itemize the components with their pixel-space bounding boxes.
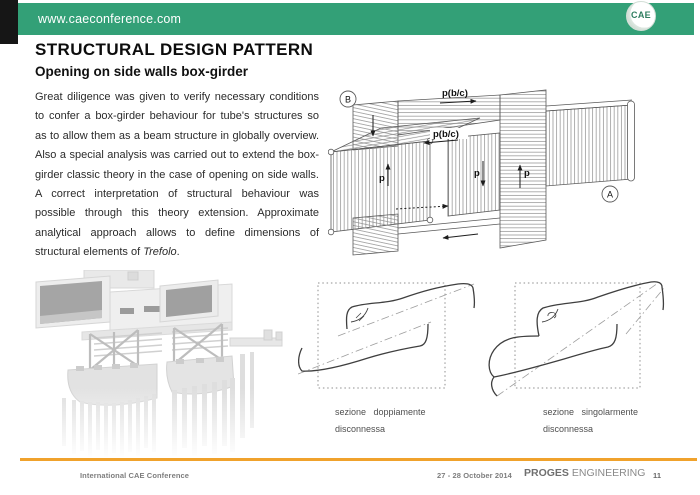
caption-left-line1: sezione doppiamente [335,407,426,417]
body-text-main: Great diligence was given to verify necessary conditions to confer a box-girder behaviour for tube's structures so as to allow them as a beam structure in globally overview. Also a special analysis was carried out to extend the box-girder classic theory in the case of opening on side walls. A correct interpretation of structural behaviour was possible through this theory extension. Approximate analytical approach allows to define dimensions of structural elements of [35,91,319,259]
header-black-strip [0,0,18,44]
body-text-end: . [176,246,180,259]
sketch-doubly-disconnected [298,274,483,402]
body-paragraph [35,88,319,263]
cae-logo-icon [626,1,656,31]
section-label-b: B [344,94,352,105]
section-label-a: A [606,189,614,200]
caption-right-line2: disconnessa [543,424,594,434]
conference-url: www.caeconference.com [38,12,182,26]
arrow-bottom-left [443,234,478,238]
footer-brand-rest: ENGINEERING [568,467,646,479]
cae-logo-text: CAE [631,10,651,20]
caption-left [335,404,426,438]
page-subtitle: Opening on side walls box-girder [35,64,249,79]
caption-right [543,404,638,438]
p-label-1: p [379,173,385,184]
footer-divider [20,458,697,461]
sketch-singly-disconnected [486,274,686,402]
p-label-3: p [524,168,530,179]
p-label-2: p [474,168,480,179]
footer-conference: International CAE Conference [80,471,190,480]
load-label-top: p(b/c) [442,88,468,99]
footer-brand [524,467,645,479]
page-title: STRUCTURAL DESIGN PATTERN [35,40,314,59]
caption-left-line2: disconnessa [335,424,386,434]
building-render [32,270,290,458]
footer-date: 27 - 28 October 2014 [437,471,512,480]
caption-right-line1: sezione singolarmente [543,407,639,417]
box-girder-diagram [328,82,696,267]
body-text-italic: Trefolo [143,246,177,259]
footer-page-number: 11 [653,471,662,480]
footer-brand-bold: PROGES [524,467,569,479]
load-label-mid: p(b/c) [433,129,459,140]
